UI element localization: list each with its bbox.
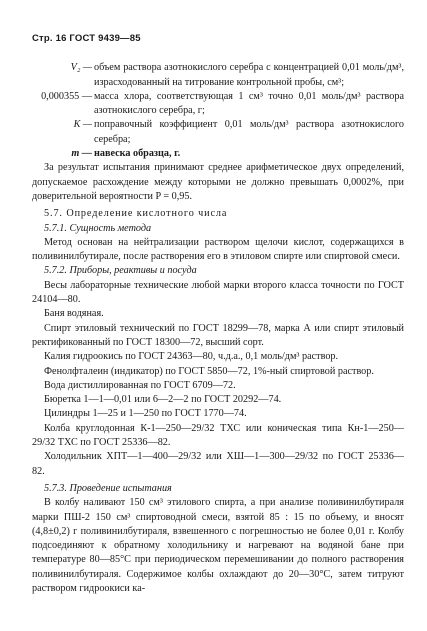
definition-k <box>32 118 404 147</box>
equipment-item-scales: Весы лабораторные технические любой марки второго класса точности по ГОСТ 24104—80. <box>32 279 404 306</box>
definition-term: 0,000355 — <box>41 90 92 102</box>
result-paragraph: За результат испытания принимают среднее арифметическое двух определений, допускаемое расхождение между которыми не должно превышать 0,0002%, при доверительной вероятности P = 0,95. <box>32 162 404 202</box>
equipment-item-condenser: Холодильник ХПТ—1—400—29/32 или ХШ—1—300—29/32 по ГОСТ 25336—82. <box>32 451 404 477</box>
definition-mass-chlorine <box>32 90 404 119</box>
equipment-item-cylinders: Цилиндры 1—25 и 1—250 по ГОСТ 1770—74. <box>44 408 247 420</box>
definition-term: K — <box>73 119 92 131</box>
equipment-item-ethanol: Спирт этиловый технический по ГОСТ 18299—78, марка А или спирт этиловый ректификованный по ГОСТ 18300—72, высший сорт. <box>32 322 404 348</box>
equipment-item-burette: Бюретка 1—1—0,01 или 6—2—2 по ГОСТ 20292—74. <box>44 394 282 406</box>
section-5-7-1-title: 5.7.1. Сущность метода <box>44 222 152 234</box>
definition-text: масса хлора, соответствующая 1 см³ точно 0,01 моль/дм³ раствора азотнокислого серебра, г; <box>94 90 404 117</box>
definition-v2 <box>32 61 404 90</box>
method-paragraph: Метод основан на нейтрализации раствором щелочи кислот, содержащихся в поливинилбутирале, после растворения его в этиловом спирте или спиртовой смеси. <box>32 236 404 263</box>
page-header: Стр. 16 ГОСТ 9439—85 <box>32 33 141 44</box>
definition-term: V₂ — <box>70 62 92 74</box>
document-page <box>32 32 404 596</box>
definition-term: m — <box>71 148 92 160</box>
equipment-item-phenolphthalein: Фенолфталеин (индикатор) по ГОСТ 5850—72, 1%-ный спиртовой раствор. <box>44 365 374 377</box>
definition-text: навеска образца, г. <box>94 148 181 160</box>
equipment-item-water-bath: Баня водяная. <box>44 308 104 320</box>
definition-text: объем раствора азотнокислого серебра с концентрацией 0,01 моль/дм³, израсходованный на титрование контрольной пробы, см³; <box>94 62 404 88</box>
definition-m <box>32 147 404 161</box>
section-5-7-title: 5.7. Определение кислотного числа <box>44 208 228 220</box>
section-5-7-2-title: 5.7.2. Приборы, реактивы и посуда <box>44 265 197 277</box>
equipment-item-potassium-hydroxide: Калия гидроокись по ГОСТ 24363—80, ч.д.а., 0,1 моль/дм³ раствор. <box>44 351 339 363</box>
section-5-7-3-title: 5.7.3. Проведение испытания <box>44 482 172 494</box>
equipment-item-flask: Колба круглодонная К-1—250—29/32 ТХС или коническая типа Кн-1—250—29/32 ТХС по ГОСТ 25336—82. <box>32 422 404 449</box>
procedure-paragraph: В колбу наливают 150 см³ этилового спирта, а при анализе поливинилбутираля марки ПШ-2 150 см³ спиртоводной смеси, взятой 85 : 15 по объему, и вносят (4,8±0,2) г поливинилбутираля, взвешенного с погрешностью не более 0,01 г. Колбу подсоединяют к обратному холодильнику и нагревают на водяной бане при температуре 80—85°С при периодическом перемешивании до полного растворения поливинилбутираля. Содержимое колбы охлаждают до 20—30°С, затем титруют раствором гидроокиси ка- <box>32 497 404 594</box>
definition-text: поправочный коэффициент 0,01 моль/дм³ раствора азотнокислого серебра; <box>94 119 404 145</box>
equipment-item-distilled-water: Вода дистиллированная по ГОСТ 6709—72. <box>44 379 236 391</box>
